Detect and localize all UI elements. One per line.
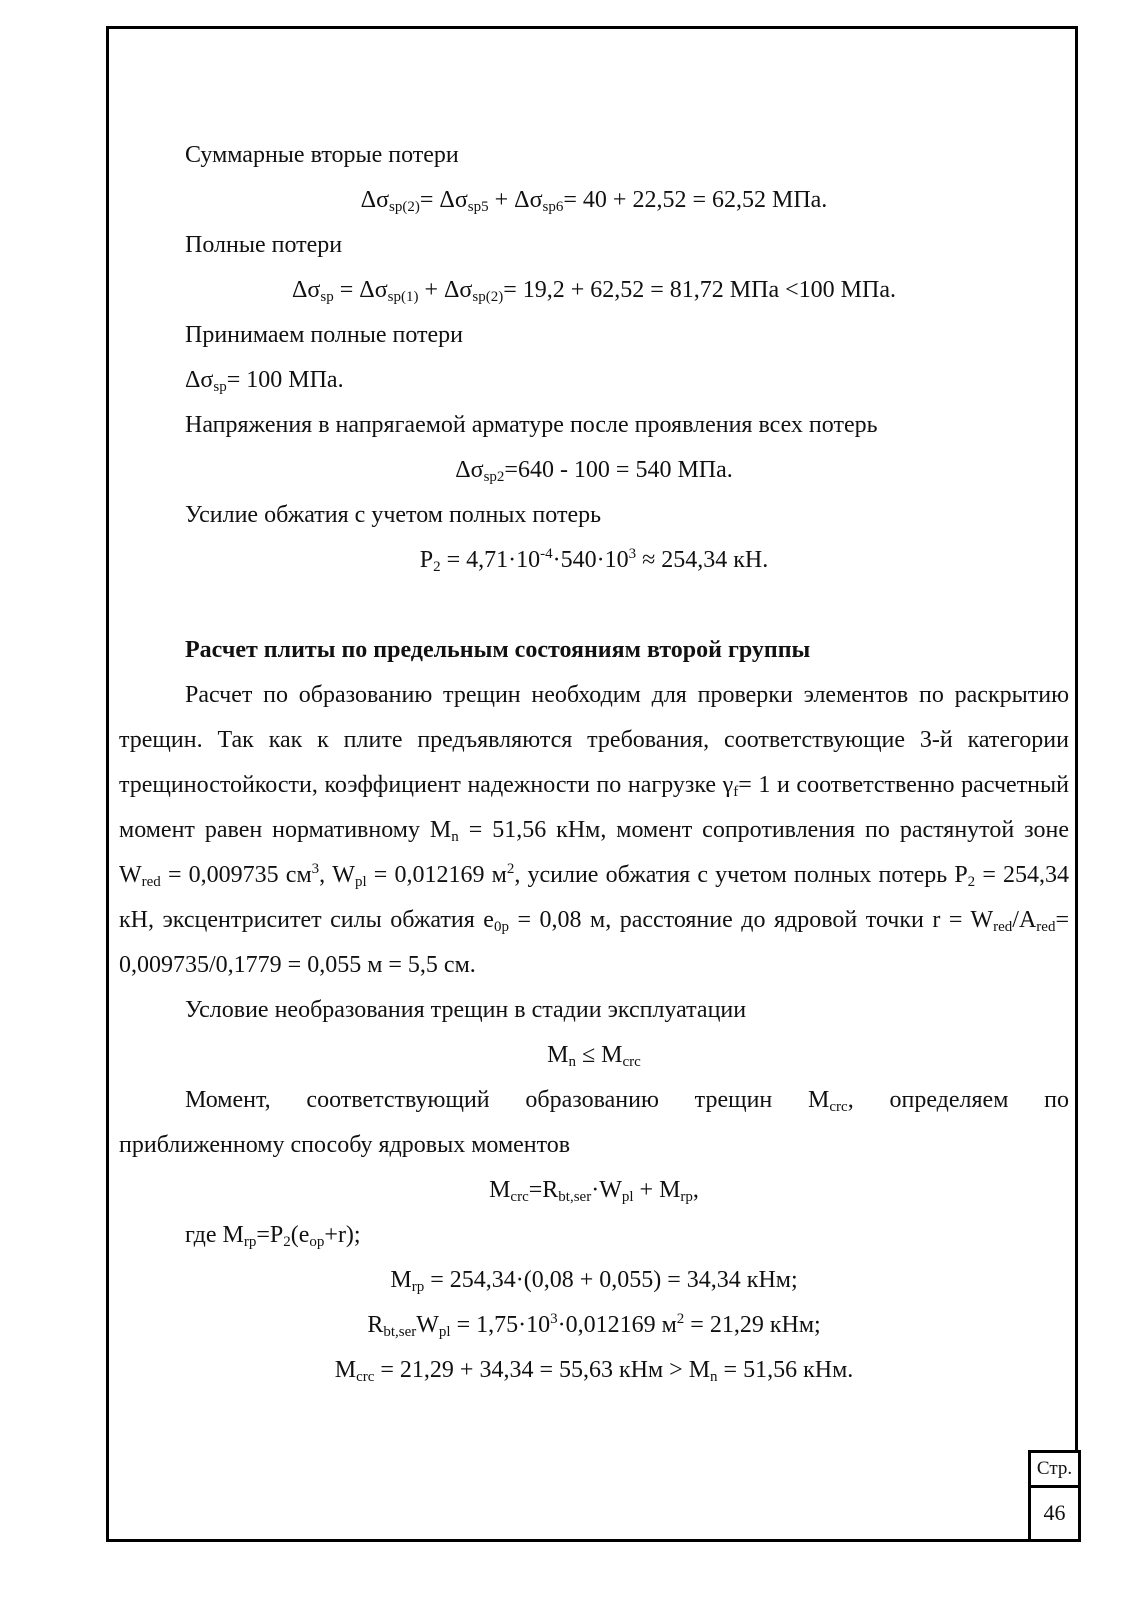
formula-line: где $M_{rp}=P_2(e_{op}+r)$; (185, 1222, 361, 1250)
spacer (119, 583, 1069, 628)
formula-line: $M_{crc}=R_{bt,ser}\cdot W_{pl} + M_{rp}$, (489, 1177, 699, 1205)
page-number-box (1028, 1485, 1081, 1542)
formula-line: $\Delta\sigma_{sp(2)}= \Delta\sigma_{sp5} + \Delta\sigma_{sp6}= 40 + 22,52 = 62,52$ МПа. (360, 187, 828, 215)
text-line: Суммарные вторые потери (185, 142, 459, 168)
document-body (119, 133, 1069, 1393)
paragraph: Момент, соответствующий образованию трещин $M_{crc}$, определяем по (185, 1087, 1069, 1115)
section-heading: Расчет плиты по предельным состояниям второй группы (185, 637, 811, 663)
page-number: 46 (1043, 1500, 1066, 1525)
formula-line: $M_n \le M_{crc}$ (547, 1042, 641, 1070)
text-line: приближенному способу ядровых моментов (119, 1132, 571, 1158)
text-line: Принимаем полные потери (185, 322, 464, 348)
formula-line: $\Delta\sigma_{sp}= 100$ МПа. (185, 367, 344, 395)
formula-line: $R_{bt,ser}W_{pl} = 1,75\cdot 10^3\cdot 0,012169$ $м^2 = 21,29$ кНм; (367, 1311, 821, 1340)
text-line: Условие необразования трещин в стадии эксплуатации (185, 997, 747, 1023)
formula-line: $\Delta\sigma_{sp} = \Delta\sigma_{sp(1)} + \Delta\sigma_{sp(2)}= 19,2 + 62,52 = 81,72$ МПа <100 МПа. (292, 277, 896, 305)
text-line: Усилие обжатия с учетом полных потерь (185, 502, 602, 528)
formula-line: $\Delta\sigma_{sp2}=640 - 100 = 540$ МПа. (455, 457, 733, 485)
formula-line: $M_{rp} = 254,34\cdot(0,08 + 0,055) = 34,34$ кНм; (390, 1267, 798, 1295)
text-line: Полные потери (185, 232, 343, 258)
page-label: Стр. (1036, 1458, 1073, 1479)
page-label-box (1028, 1450, 1081, 1488)
text-line: Напряжения в напрягаемой арматуре после проявления всех потерь (185, 412, 878, 438)
formula-line: $M_{crc} = 21,29 + 34,34 = 55,63$ кНм > $M_n = 51,56$ кНм. (334, 1357, 854, 1385)
formula-line: $P_2 = 4,71\cdot 10^{-4}\cdot 540\cdot 10^3 \approx 254,34$ кН. (419, 546, 769, 575)
paragraph: Расчет по образованию трещин необходим для проверки элементов по раскрытию трещин. Так как к плите предъявляются требования, соответствующие 3-й категории трещиностойкости, коэффициент надежности по нагрузке $\gamma_f= 1$ и соответственно расчетный момент равен нормативному $M_n = 51,56$ кНм, момент сопротивления по растянутой зоне $W_{red} = 0,009735$ $см^3$, $W_{pl} = 0,012169$ $м^2$, усилие обжатия с учетом полных потерь $P_2 = 254,34$ кН, эксцентриситет силы обжатия $e_{0p} = 0,08$ м, расстояние до ядровой точки $r = W_{red}/A_{red}= 0,009735/0,1779 = 0,055$ м = 5,5 см. (119, 682, 1070, 978)
